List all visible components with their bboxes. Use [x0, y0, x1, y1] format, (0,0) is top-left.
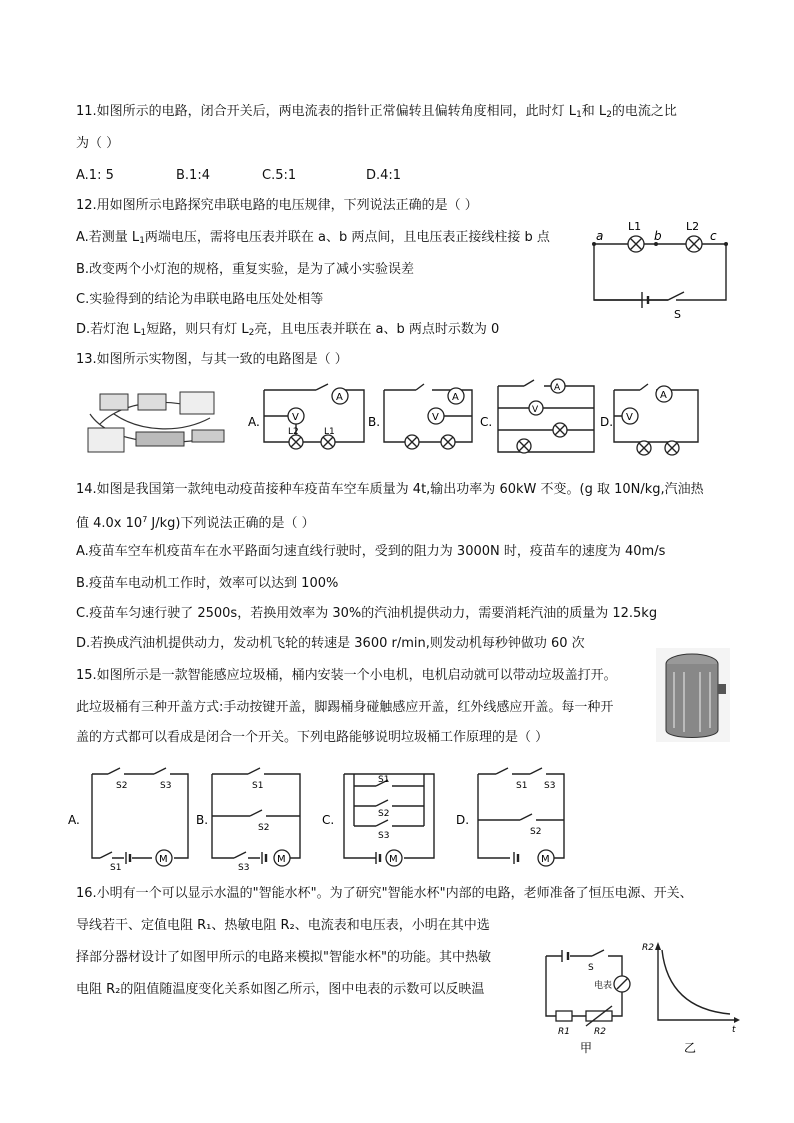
q16-meter-label: 电表 [594, 981, 613, 991]
q14-option-a[interactable]: A.疫苗车空车机疫苗车在水平路面匀速直线行驶时，受到的阻力为 3000N 时，疫苗车的速度为 40m/s [76, 544, 666, 559]
svg-text:S2: S2 [530, 827, 542, 837]
svg-text:A: A [452, 392, 459, 403]
svg-text:M: M [389, 854, 398, 865]
svg-text:S2: S2 [258, 823, 270, 833]
q12-label-a: a [596, 229, 604, 243]
q16-axis-x: t [732, 1025, 736, 1035]
q14-line2: 值 4.0x $10^7$ J/kg)下列说法正确的是（ ） [76, 515, 315, 531]
q11-option-b[interactable]: B.1:4 [176, 168, 210, 183]
q12-label-l1: L1 [628, 220, 642, 233]
svg-text:S1: S1 [252, 781, 264, 791]
svg-text:L2: L2 [288, 427, 299, 437]
q15-option-d[interactable]: D. [456, 813, 470, 827]
q11-option-a[interactable]: A.1: 5 [76, 168, 114, 183]
q15-option-c[interactable]: C. [322, 813, 335, 827]
svg-text:S3: S3 [238, 863, 250, 873]
svg-text:A: A [660, 390, 667, 401]
q13-option-d[interactable]: D. [600, 415, 614, 429]
svg-text:S3: S3 [160, 781, 172, 791]
q14-line1: 14.如图是我国第一款纯电动疫苗接种车疫苗车空车质量为 4t,输出功率为 60kW 不变。(g 取 10N/kg,汽油热 [76, 482, 704, 497]
svg-text:A: A [554, 383, 561, 393]
q14-option-d[interactable]: D.若换成汽油机提供动力，发动机飞轮的转速是 3600 r/min,则发动机每秒钟做功 60 次 [76, 636, 585, 651]
q11-line1: 11.如图所示的电路，闭合开关后，两电流表的指针正常偏转且偏转角度相同，此时灯 $L_1$和 $L_2$的电流之比 [76, 104, 677, 120]
q11-option-c[interactable]: C.5:1 [262, 168, 297, 183]
q12-option-c[interactable]: C.实验得到的结论为串联电路电压处处相等 [76, 292, 324, 307]
q12-label-s: S [674, 308, 681, 321]
q13-option-c[interactable]: C. [480, 415, 493, 429]
svg-text:R2: R2 [594, 1027, 606, 1037]
q12-option-a[interactable]: A.若测量 $L_1$两端电压，需将电压表并联在 a、b 两点间，且电压表正接线柱接 b 点 [76, 230, 550, 246]
svg-text:S2: S2 [378, 809, 390, 819]
q15-line2: 此垃圾桶有三种开盖方式:手动按键开盖，脚踢桶身碰触感应开盖，红外线感应开盖。每一种开 [76, 700, 614, 715]
svg-text:V: V [292, 412, 299, 423]
q12-stem: 12.用如图所示电路探究串联电路的电压规律，下列说法正确的是（ ） [76, 198, 478, 213]
q13-options-figure [248, 380, 708, 464]
q12-series-circuit-figure [588, 214, 732, 322]
q12-label-l2: L2 [686, 220, 700, 233]
q15-options-figure [64, 762, 604, 874]
svg-text:V: V [432, 412, 439, 423]
svg-text:S1: S1 [378, 775, 390, 785]
q15-line1: 15.如图所示是一款智能感应垃圾桶，桶内安装一个小电机，电机启动就可以带动垃圾盖打开。 [76, 668, 617, 683]
svg-text:S: S [588, 963, 594, 973]
q16-line4: 电阻 R₂的阻值随温度变化关系如图乙所示，图中电表的示数可以反映温 [76, 982, 485, 997]
svg-text:V: V [532, 405, 539, 415]
q11-line2: 为（ ） [76, 136, 120, 151]
q15-option-a[interactable]: A. [68, 813, 80, 827]
q11-options [76, 168, 401, 184]
svg-text:V: V [626, 412, 633, 423]
q16-line1: 16.小明有一个可以显示水温的"智能水杯"。为了研究"智能水杯"内部的电路，老师准备了恒压电源、开关、 [76, 886, 693, 901]
q16-line3: 择部分器材设计了如图甲所示的电路来模拟"智能水杯"的功能。其中热敏 [76, 950, 491, 965]
q13-option-a[interactable]: A. [248, 415, 260, 429]
q12-label-b: b [654, 229, 662, 243]
svg-text:M: M [277, 854, 286, 865]
q15-line3: 盖的方式都可以看成是闭合一个开关。下列电路能够说明垃圾桶工作原理的是（ ） [76, 730, 549, 745]
q11-option-d[interactable]: D.4:1 [366, 168, 402, 183]
svg-text:A: A [336, 392, 343, 403]
svg-text:S3: S3 [378, 831, 390, 841]
q12-option-d[interactable]: D.若灯泡 $L_1$短路，则只有灯 $L_2$亮，且电压表并联在 a、b 两点时示数为 0 [76, 322, 500, 338]
q13-stem: 13.如图所示实物图，与其一致的电路图是（ ） [76, 352, 348, 367]
q15-option-b[interactable]: B. [196, 813, 209, 827]
svg-text:S2: S2 [116, 781, 128, 791]
q16-caption-jia: 甲 [580, 1041, 593, 1055]
q12-label-c: c [710, 229, 717, 243]
q16-axis-y: R2 [642, 943, 654, 953]
svg-text:M: M [541, 854, 550, 865]
svg-text:S3: S3 [544, 781, 556, 791]
q16-figure-yi [642, 940, 742, 1055]
smart-trash-can-image [656, 648, 730, 742]
q13-option-b[interactable]: B. [368, 415, 381, 429]
svg-text:S1: S1 [516, 781, 528, 791]
q14-option-c[interactable]: C.疫苗车匀速行驶了 2500s，若换用效率为 30%的汽油机提供动力，需要消耗汽油的质量为 12.5kg [76, 606, 658, 621]
q16-caption-yi: 乙 [684, 1041, 697, 1055]
q14-option-b[interactable]: B.疫苗车电动机工作时，效率可以达到 100% [76, 576, 339, 591]
q13-physical-circuit-photo [80, 384, 232, 458]
q16-figure-jia [542, 944, 642, 1054]
svg-text:R1: R1 [558, 1027, 570, 1037]
svg-text:L1: L1 [324, 427, 335, 437]
svg-text:S1: S1 [110, 863, 122, 873]
q12-option-b[interactable]: B.改变两个小灯泡的规格，重复实验，是为了减小实验误差 [76, 262, 415, 277]
svg-text:M: M [159, 854, 168, 865]
q16-line2: 导线若干、定值电阻 R₁、热敏电阻 R₂、电流表和电压表，小明在其中选 [76, 918, 490, 933]
